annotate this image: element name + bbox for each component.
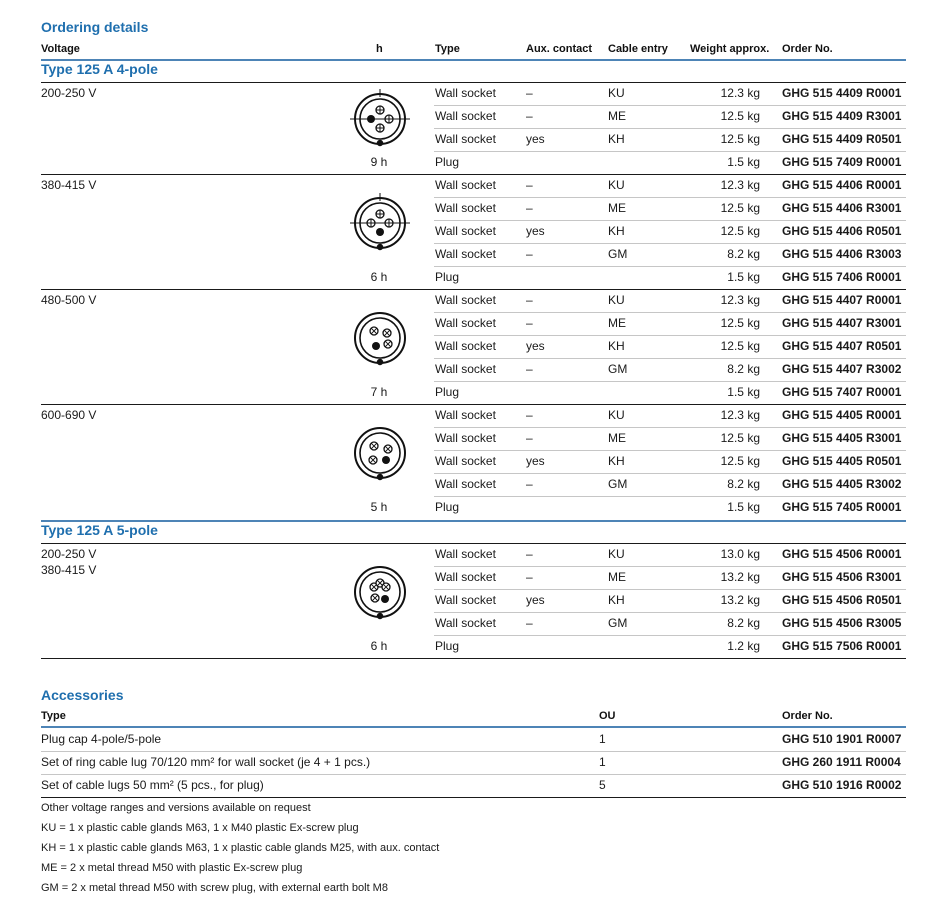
order-number-cell: GHG 515 4406 R3001 (782, 201, 902, 215)
order-number-cell: GHG 515 4407 R0001 (782, 293, 902, 307)
weight-cell: 13.2 kg (720, 593, 760, 607)
table-row (434, 497, 906, 520)
order-number-cell: GHG 515 4506 R3005 (782, 616, 902, 630)
weight-cell: 12.5 kg (720, 316, 760, 330)
weight-cell: 13.0 kg (720, 547, 760, 561)
type-cell: Wall socket (435, 316, 496, 330)
accessory-type-cell: Plug cap 4-pole/5-pole (41, 732, 162, 746)
socket-diagram (350, 308, 410, 368)
table-row (434, 428, 906, 451)
weight-cell: 8.2 kg (727, 616, 760, 630)
cable-entry-cell: GM (608, 247, 628, 261)
aux-contact-cell: yes (526, 339, 545, 353)
type-cell: Wall socket (435, 408, 496, 422)
block-divider (41, 658, 906, 659)
type-cell: Wall socket (435, 593, 496, 607)
table-row (434, 244, 906, 267)
type-cell: Wall socket (435, 477, 496, 491)
table-row (434, 405, 906, 428)
cable-entry-cell: KU (608, 547, 625, 561)
socket-diagram (350, 89, 410, 149)
aux-contact-cell: – (526, 293, 533, 307)
cable-entry-cell: GM (608, 616, 628, 630)
type-cell: Wall socket (435, 339, 496, 353)
aux-contact-cell: – (526, 86, 533, 100)
order-number-cell: GHG 515 4406 R3003 (782, 247, 902, 261)
weight-cell: 12.5 kg (720, 454, 760, 468)
weight-cell: 13.2 kg (720, 570, 760, 584)
type-cell: Plug (435, 639, 460, 653)
order-number-cell: GHG 515 7407 R0001 (782, 385, 902, 399)
table-row (434, 129, 906, 152)
voltage-label: 480-500 V (41, 293, 97, 307)
header-cable-entry: Cable entry (608, 43, 668, 55)
cable-entry-cell: ME (608, 201, 626, 215)
clock-position-label: 6 h (370, 639, 388, 653)
type-cell: Wall socket (435, 454, 496, 468)
weight-cell: 1.5 kg (727, 385, 760, 399)
type-cell: Plug (435, 155, 460, 169)
table-row (434, 175, 906, 198)
order-number-cell: GHG 515 4406 R0001 (782, 178, 902, 192)
cable-entry-cell: KH (608, 454, 625, 468)
header-weight: Weight approx. (690, 43, 770, 55)
table-row (434, 336, 906, 359)
weight-cell: 12.3 kg (720, 293, 760, 307)
aux-contact-cell: – (526, 316, 533, 330)
type-cell: Wall socket (435, 132, 496, 146)
header-voltage: Voltage (41, 43, 80, 55)
weight-cell: 12.5 kg (720, 339, 760, 353)
ordering-details-title: Ordering details (41, 19, 149, 35)
type-cell: Wall socket (435, 201, 496, 215)
table-row (434, 152, 906, 175)
aux-contact-cell: yes (526, 454, 545, 468)
aux-contact-cell: – (526, 109, 533, 123)
weight-cell: 12.5 kg (720, 132, 760, 146)
weight-cell: 1.5 kg (727, 270, 760, 284)
group-title: Type 125 A 4-pole (41, 61, 158, 77)
aux-contact-cell: – (526, 408, 533, 422)
acc-header-type: Type (41, 710, 66, 722)
weight-cell: 1.2 kg (727, 639, 760, 653)
cable-entry-cell: GM (608, 477, 628, 491)
weight-cell: 8.2 kg (727, 247, 760, 261)
weight-cell: 1.5 kg (727, 155, 760, 169)
cable-entry-cell: ME (608, 109, 626, 123)
header-type: Type (435, 43, 460, 55)
cable-entry-cell: KH (608, 132, 625, 146)
table-row (434, 267, 906, 290)
cable-entry-cell: GM (608, 362, 628, 376)
socket-4pole-9h-icon (350, 89, 410, 149)
order-number-cell: GHG 515 4405 R0001 (782, 408, 902, 422)
order-number-cell: GHG 515 7405 R0001 (782, 500, 902, 514)
aux-contact-cell: yes (526, 132, 545, 146)
group-rule (41, 520, 906, 522)
accessory-type-cell: Set of ring cable lug 70/120 mm² for wall socket (je 4 + 1 pcs.) (41, 755, 371, 769)
type-cell: Wall socket (435, 178, 496, 192)
accessory-row (41, 775, 906, 798)
order-number-cell: GHG 515 4405 R3001 (782, 431, 902, 445)
accessory-type-cell: Set of cable lugs 50 mm² (5 pcs., for plug) (41, 778, 264, 792)
order-number-cell: GHG 515 4406 R0501 (782, 224, 902, 238)
clock-position-label: 6 h (370, 270, 388, 284)
cable-entry-cell: ME (608, 431, 626, 445)
group-title: Type 125 A 5-pole (41, 522, 158, 538)
cable-entry-cell: KH (608, 224, 625, 238)
header-h: h (376, 43, 383, 55)
table-row (434, 567, 906, 590)
order-number-cell: GHG 515 4409 R0001 (782, 86, 902, 100)
cable-entry-cell: KH (608, 593, 625, 607)
aux-contact-cell: yes (526, 224, 545, 238)
cable-entry-cell: KH (608, 339, 625, 353)
voltage-label: 600-690 V (41, 408, 97, 422)
table-row (434, 106, 906, 129)
type-cell: Wall socket (435, 293, 496, 307)
order-number-cell: GHG 515 4506 R0501 (782, 593, 902, 607)
order-number-cell: GHG 515 4405 R0501 (782, 454, 902, 468)
group-rule (41, 59, 906, 61)
weight-cell: 12.5 kg (720, 201, 760, 215)
type-cell: Wall socket (435, 547, 496, 561)
cable-entry-cell: KU (608, 86, 625, 100)
weight-cell: 12.5 kg (720, 431, 760, 445)
type-cell: Wall socket (435, 247, 496, 261)
weight-cell: 8.2 kg (727, 362, 760, 376)
order-number-cell: GHG 515 4407 R3002 (782, 362, 902, 376)
table-row (434, 382, 906, 405)
weight-cell: 12.5 kg (720, 109, 760, 123)
weight-cell: 12.3 kg (720, 86, 760, 100)
cable-entry-cell: KU (608, 408, 625, 422)
socket-4pole-5h-icon (350, 423, 410, 483)
socket-5pole-6h-icon (350, 562, 410, 622)
cable-entry-cell: KU (608, 178, 625, 192)
table-row (434, 359, 906, 382)
type-cell: Wall socket (435, 431, 496, 445)
clock-position-label: 5 h (370, 500, 388, 514)
aux-contact-cell: – (526, 201, 533, 215)
accessory-ou-cell: 1 (599, 732, 606, 746)
type-cell: Wall socket (435, 616, 496, 630)
footnote: GM = 2 x metal thread M50 with screw plug, with external earth bolt M8 (41, 882, 388, 894)
socket-4pole-6h-icon (350, 193, 410, 253)
accessories-title: Accessories (41, 687, 124, 703)
header-aux-contact: Aux. contact (526, 43, 593, 55)
type-cell: Plug (435, 270, 460, 284)
type-cell: Wall socket (435, 362, 496, 376)
voltage-label: 200-250 V (41, 547, 97, 561)
aux-contact-cell: – (526, 247, 533, 261)
acc-header-ou: OU (599, 710, 616, 722)
order-number-cell: GHG 515 7409 R0001 (782, 155, 902, 169)
order-number-cell: GHG 515 4407 R0501 (782, 339, 902, 353)
table-row (434, 544, 906, 567)
acc-header-rule (41, 726, 906, 728)
order-number-cell: GHG 515 4409 R0501 (782, 132, 902, 146)
table-row (434, 290, 906, 313)
table-row (434, 83, 906, 106)
accessory-row (41, 729, 906, 752)
type-cell: Wall socket (435, 570, 496, 584)
weight-cell: 12.5 kg (720, 224, 760, 238)
socket-diagram (350, 193, 410, 253)
aux-contact-cell: – (526, 178, 533, 192)
footnote: ME = 2 x metal thread M50 with plastic Ex-screw plug (41, 862, 303, 874)
socket-diagram (350, 423, 410, 483)
aux-contact-cell: yes (526, 593, 545, 607)
footnote: Other voltage ranges and versions available on request (41, 802, 311, 814)
type-cell: Wall socket (435, 86, 496, 100)
aux-contact-cell: – (526, 616, 533, 630)
table-row (434, 313, 906, 336)
cable-entry-cell: ME (608, 570, 626, 584)
clock-position-label: 9 h (370, 155, 388, 169)
table-row (434, 636, 906, 659)
footnote: KH = 1 x plastic cable glands M63, 1 x plastic cable glands M25, with aux. contact (41, 842, 440, 854)
type-cell: Plug (435, 500, 460, 514)
order-number-cell: GHG 515 4506 R3001 (782, 570, 902, 584)
voltage-label: 380-415 V (41, 563, 97, 577)
order-number-cell: GHG 515 4407 R3001 (782, 316, 902, 330)
order-number-cell: GHG 515 7406 R0001 (782, 270, 902, 284)
weight-cell: 8.2 kg (727, 477, 760, 491)
aux-contact-cell: – (526, 477, 533, 491)
weight-cell: 12.3 kg (720, 178, 760, 192)
accessory-row (41, 752, 906, 775)
order-number-cell: GHG 515 7506 R0001 (782, 639, 902, 653)
table-row (434, 451, 906, 474)
aux-contact-cell: – (526, 570, 533, 584)
accessory-order-cell: GHG 510 1901 R0007 (782, 732, 902, 746)
weight-cell: 12.3 kg (720, 408, 760, 422)
table-row (434, 613, 906, 636)
voltage-label: 200-250 V (41, 86, 97, 100)
aux-contact-cell: – (526, 547, 533, 561)
aux-contact-cell: – (526, 431, 533, 445)
type-cell: Plug (435, 385, 460, 399)
type-cell: Wall socket (435, 224, 496, 238)
weight-cell: 1.5 kg (727, 500, 760, 514)
footnote: KU = 1 x plastic cable glands M63, 1 x M40 plastic Ex-screw plug (41, 822, 359, 834)
voltage-label: 380-415 V (41, 178, 97, 192)
type-cell: Wall socket (435, 109, 496, 123)
order-number-cell: GHG 515 4409 R3001 (782, 109, 902, 123)
header-order-no: Order No. (782, 43, 833, 55)
aux-contact-cell: – (526, 362, 533, 376)
accessory-order-cell: GHG 510 1916 R0002 (782, 778, 902, 792)
socket-4pole-7h-icon (350, 308, 410, 368)
table-row (434, 474, 906, 497)
accessory-ou-cell: 1 (599, 755, 606, 769)
order-number-cell: GHG 515 4506 R0001 (782, 547, 902, 561)
table-row (434, 221, 906, 244)
accessory-order-cell: GHG 260 1911 R0004 (782, 755, 901, 769)
table-row (434, 198, 906, 221)
acc-header-order-no: Order No. (782, 710, 833, 722)
cable-entry-cell: ME (608, 316, 626, 330)
accessory-row-divider (41, 797, 906, 798)
socket-diagram (350, 562, 410, 622)
cable-entry-cell: KU (608, 293, 625, 307)
clock-position-label: 7 h (370, 385, 388, 399)
accessory-ou-cell: 5 (599, 778, 606, 792)
order-number-cell: GHG 515 4405 R3002 (782, 477, 902, 491)
table-row (434, 590, 906, 613)
